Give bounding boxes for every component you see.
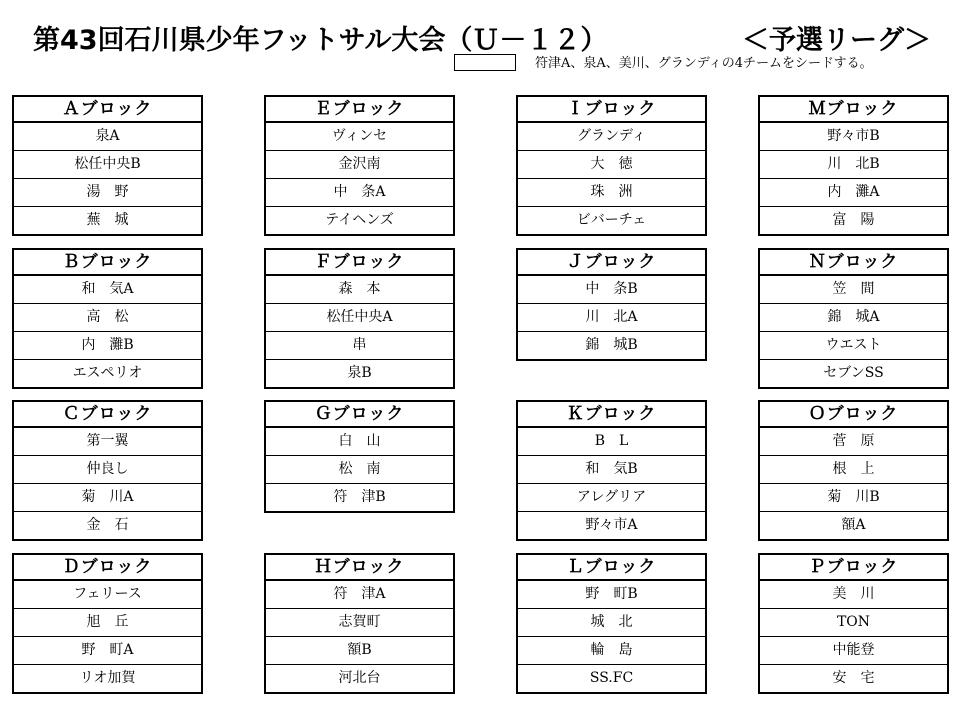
team-row: アレグリア [518, 484, 705, 512]
team-row: リオ加賀 [79, 670, 136, 686]
team-row: 泉A [14, 123, 201, 151]
block-header: Ｏブロック [760, 402, 947, 428]
team-row: 白 山 [266, 428, 453, 456]
team-row: 仲良し [14, 456, 201, 484]
team-row: 符 津A [266, 581, 453, 609]
block-header: Ｋブロック [518, 402, 705, 428]
team-row: TON [760, 609, 947, 637]
team-row: 志賀町 [266, 609, 453, 637]
team-row: 富 陽 [832, 212, 875, 228]
page-subtitle: ＜予選リーグ＞ [742, 25, 931, 56]
team-row: 中 条B [518, 276, 705, 304]
block-header: Ｂブロック [14, 250, 201, 276]
team-row: 旭 丘 [14, 609, 201, 637]
team-row: グランディ [518, 123, 705, 151]
block-header: Ｃブロック [14, 402, 201, 428]
team-row: 泉B [347, 365, 372, 381]
team-row: SS.FC [589, 670, 634, 686]
team-row: 松 南 [266, 456, 453, 484]
team-row: 金 石 [86, 517, 129, 533]
block-header: Ｄブロック [14, 555, 201, 581]
team-row: 内 灘A [760, 179, 947, 207]
team-row: 河北台 [338, 670, 381, 686]
team-row: 大 徳 [518, 151, 705, 179]
block-header: Ａブロック [14, 97, 201, 123]
team-row: 松任中央B [14, 151, 201, 179]
block-table [516, 95, 707, 236]
team-row: エスペリオ [72, 365, 143, 381]
block-table [516, 553, 707, 694]
block-table [758, 400, 949, 541]
block-table [12, 400, 203, 541]
team-row: 松任中央A [266, 304, 453, 332]
team-row: 美 川 [760, 581, 947, 609]
team-row: 高 松 [14, 304, 201, 332]
block-header: Ｐブロック [760, 555, 947, 581]
team-row: テイヘンズ [325, 212, 394, 228]
team-row: 金沢南 [266, 151, 453, 179]
block-header: Ｉブロック [518, 97, 705, 123]
team-row: 野 町B [518, 581, 705, 609]
block-table [758, 553, 949, 694]
team-row: 和 気A [14, 276, 201, 304]
team-row: 蕪 城 [86, 212, 129, 228]
block-header: Ｅブロック [266, 97, 453, 123]
team-row: 内 灘B [14, 332, 201, 360]
team-row: 額B [266, 637, 453, 665]
block-table [264, 400, 455, 513]
team-row: 野々市B [760, 123, 947, 151]
block-table [758, 248, 949, 389]
block-table [264, 248, 455, 389]
team-row: 錦 城B [585, 337, 638, 353]
team-row: 菊 川B [760, 484, 947, 512]
block-table [758, 95, 949, 236]
seed-legend-box [454, 54, 516, 71]
block-header: Ｊブロック [518, 250, 705, 276]
block-table [516, 400, 707, 541]
team-row: 菊 川A [14, 484, 201, 512]
team-row: 珠 洲 [518, 179, 705, 207]
team-row: 額A [841, 517, 866, 533]
block-table [516, 248, 707, 361]
block-table [12, 248, 203, 389]
team-row: 菅 原 [760, 428, 947, 456]
team-row: 符 津B [333, 489, 386, 505]
page-title: 第43回石川県少年フットサル大会（Ｕ－１２） [33, 25, 608, 56]
seed-note: 符津A、泉A、美川、グランディの4チームをシードする。 [535, 56, 873, 71]
team-row: ウエスト [760, 332, 947, 360]
block-table [264, 553, 455, 694]
team-row: 安 宅 [832, 670, 875, 686]
team-row: 錦 城A [760, 304, 947, 332]
team-row: 中 条A [266, 179, 453, 207]
block-header: Ｆブロック [266, 250, 453, 276]
block-table [264, 95, 455, 236]
team-row: 城 北 [518, 609, 705, 637]
team-row: 森 本 [266, 276, 453, 304]
team-row: 野々市A [585, 517, 638, 533]
team-row: 笠 間 [760, 276, 947, 304]
team-row: 中能登 [760, 637, 947, 665]
team-row: 輪 島 [518, 637, 705, 665]
team-row: フェリース [14, 581, 201, 609]
team-row: 川 北B [760, 151, 947, 179]
team-row: 根 上 [760, 456, 947, 484]
team-row: 串 [266, 332, 453, 360]
team-row: ビバーチェ [576, 212, 647, 228]
block-header: Ｇブロック [266, 402, 453, 428]
block-header: Ｌブロック [518, 555, 705, 581]
block-header: Ｎブロック [760, 250, 947, 276]
team-row: 川 北A [518, 304, 705, 332]
team-row: 湯 野 [14, 179, 201, 207]
team-row: セブンSS [823, 365, 884, 381]
team-row: 野 町A [14, 637, 201, 665]
block-table [12, 95, 203, 236]
block-header: Ｍブロック [760, 97, 947, 123]
team-row: B L [518, 428, 705, 456]
block-table [12, 553, 203, 694]
team-row: 和 気B [518, 456, 705, 484]
team-row: 第一翼 [14, 428, 201, 456]
block-header: Ｈブロック [266, 555, 453, 581]
team-row: ヴィンセ [266, 123, 453, 151]
